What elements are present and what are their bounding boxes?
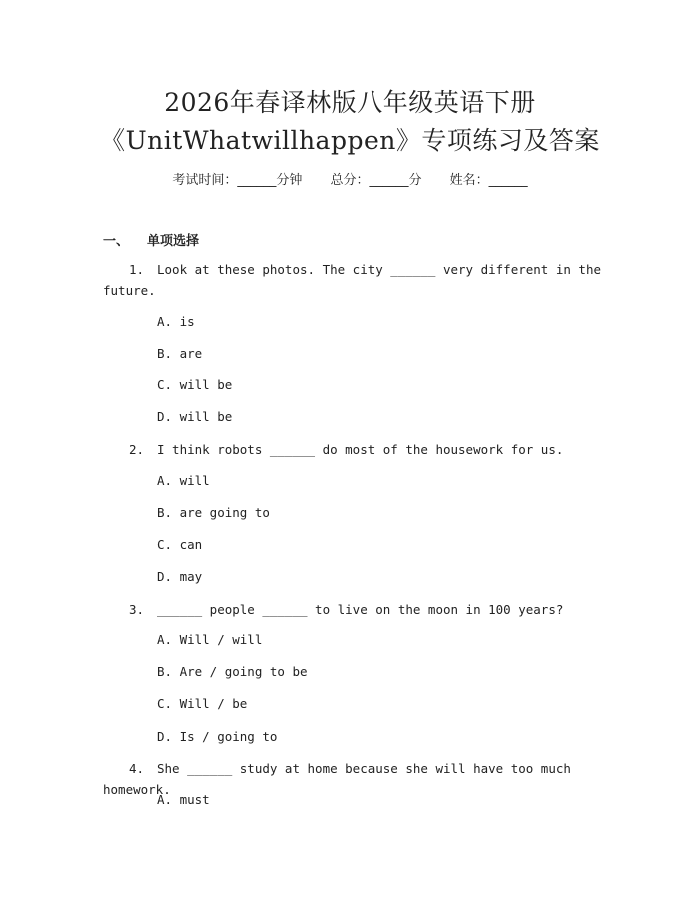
option: C. can: [157, 537, 203, 552]
section-heading: [103, 230, 199, 249]
question-text: She ______ study at home because she will have too much homework.: [103, 761, 571, 797]
question-number: 1.: [129, 262, 145, 277]
question-3: [103, 599, 603, 620]
title-line-2: 《UnitWhatwillhappen》专项练习及答案: [100, 126, 600, 155]
option: A. is: [157, 314, 195, 329]
exam-name: 姓名：______: [449, 173, 528, 188]
question-text: I think robots ______ do most of the housework for us.: [157, 442, 564, 457]
exam-time: 考试时间：______分钟: [172, 173, 303, 188]
question-number: 3.: [129, 602, 145, 617]
option: B. are: [157, 346, 203, 361]
option: D. may: [157, 569, 203, 584]
question-number: 2.: [129, 442, 145, 457]
exam-meta: [0, 169, 700, 188]
option: A. Will / will: [157, 632, 263, 647]
section-title: 单项选择: [147, 234, 200, 249]
option: C. Will / be: [157, 696, 248, 711]
question-number: 4.: [129, 761, 145, 776]
title-line-1: 2026年春译林版八年级英语下册: [164, 88, 536, 117]
option: D. will be: [157, 409, 233, 424]
question-text: ______ people ______ to live on the moon in 100 years?: [157, 602, 564, 617]
option: A. will: [157, 473, 210, 488]
option: B. Are / going to be: [157, 664, 308, 679]
option: B. are going to: [157, 505, 270, 520]
option: D. Is / going to: [157, 729, 278, 744]
question-2: [103, 439, 603, 460]
option: C. will be: [157, 377, 233, 392]
exam-score: 总分：______分: [330, 173, 422, 188]
option: A. must: [157, 792, 210, 807]
question-1: [103, 259, 603, 301]
question-text: Look at these photos. The city ______ very different in the future.: [103, 262, 602, 298]
section-number: 一、: [103, 234, 130, 249]
